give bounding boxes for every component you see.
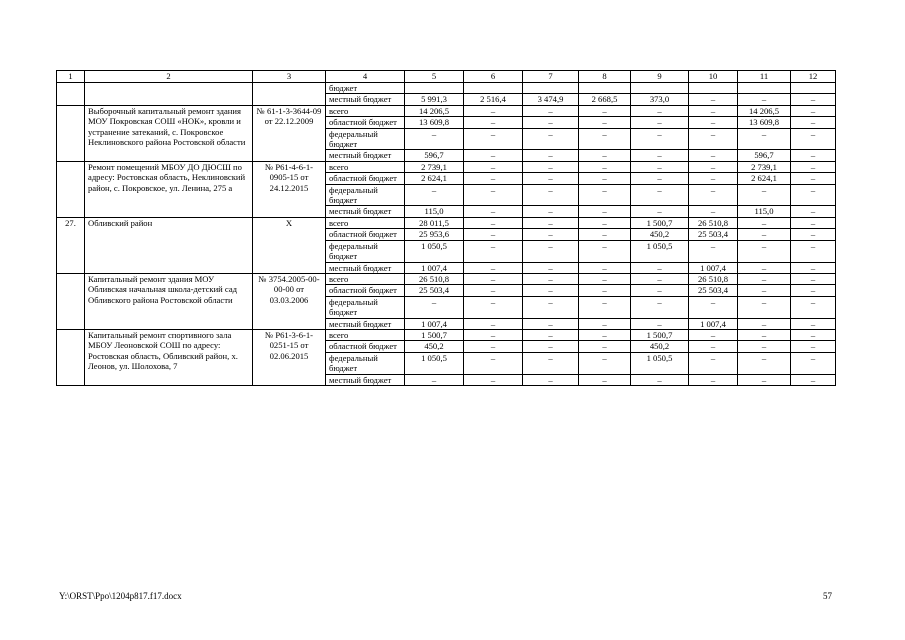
value-cell: – [631,296,689,318]
value-cell: – [579,262,631,273]
value-cell: – [631,150,689,161]
header-cell: 1 [57,71,85,83]
value-cell: – [689,94,738,105]
value-cell: – [791,105,836,116]
value-cell: 1 007,4 [405,262,464,273]
funding-source-label: федеральный бюджет [326,184,405,206]
value-cell: – [523,184,579,206]
value-cell: – [464,262,523,273]
header-row [57,71,836,83]
table-row [57,329,836,340]
value-cell: – [631,273,689,284]
value-cell: – [631,285,689,296]
value-cell: – [464,117,523,128]
table-row [57,273,836,284]
table-row [57,105,836,116]
value-cell: 14 206,5 [405,105,464,116]
value-cell: – [523,262,579,273]
value-cell: – [464,161,523,172]
value-cell: – [579,285,631,296]
object-description: Выборочный капитальный ремонт здания МОУ Покровская СОШ «НОК», кровли и устранение затеканий, с. Покровское Неклиновского района Ростовской области [85,105,253,161]
value-cell: – [523,229,579,240]
value-cell: 26 510,8 [405,273,464,284]
value-cell: – [464,341,523,352]
value-cell: – [579,318,631,329]
value-cell: – [689,206,738,217]
budget-table [56,70,836,386]
value-cell: 1 050,5 [405,352,464,374]
value-cell: – [464,217,523,228]
value-cell: 373,0 [631,94,689,105]
value-cell: 450,2 [631,341,689,352]
value-cell: – [738,273,791,284]
object-description: Ремонт помещений МБОУ ДО ДЮСШ по адресу: Ростовская область, Неклиновский район, с. Покровское, ул. Ленина, 275 а [85,161,253,217]
value-cell: – [405,296,464,318]
value-cell: – [523,128,579,150]
row-number [57,161,85,217]
value-cell: – [464,374,523,385]
funding-source-label: бюджет [326,83,405,94]
header-cell: 2 [85,71,253,83]
value-cell: – [738,318,791,329]
value-cell: – [405,184,464,206]
funding-source-label: всего [326,329,405,340]
value-cell: 25 503,4 [405,285,464,296]
funding-source-label: всего [326,105,405,116]
value-cell: 1 500,7 [405,329,464,340]
project-code [253,83,326,106]
value-cell: 2 516,4 [464,94,523,105]
value-cell: – [791,173,836,184]
value-cell: – [405,374,464,385]
project-code: № Р61-4-6-1-0905-15 от 24.12.2015 [253,161,326,217]
value-cell: – [579,352,631,374]
value-cell [689,83,738,94]
value-cell: – [523,273,579,284]
value-cell: – [405,128,464,150]
value-cell: 3 474,9 [523,94,579,105]
value-cell: – [738,285,791,296]
value-cell: – [631,173,689,184]
value-cell: – [579,173,631,184]
value-cell: – [579,240,631,262]
value-cell [464,83,523,94]
value-cell: – [738,240,791,262]
value-cell: – [791,240,836,262]
funding-source-label: местный бюджет [326,150,405,161]
value-cell: 13 609,8 [738,117,791,128]
value-cell: – [464,296,523,318]
value-cell: – [689,173,738,184]
value-cell: – [579,105,631,116]
value-cell: 14 206,5 [738,105,791,116]
funding-source-label: областной бюджет [326,173,405,184]
value-cell: – [523,341,579,352]
row-number [57,329,85,385]
header-cell: 5 [405,71,464,83]
value-cell: – [689,352,738,374]
funding-source-label: местный бюджет [326,206,405,217]
value-cell: 1 007,4 [689,318,738,329]
header-cell: 11 [738,71,791,83]
value-cell: – [579,161,631,172]
value-cell: – [791,318,836,329]
value-cell: – [738,229,791,240]
value-cell: 28 011,5 [405,217,464,228]
value-cell: – [689,128,738,150]
header-cell: 6 [464,71,523,83]
funding-source-label: местный бюджет [326,262,405,273]
value-cell: 13 609,8 [405,117,464,128]
funding-source-label: местный бюджет [326,318,405,329]
value-cell [791,83,836,94]
value-cell: 2 624,1 [738,173,791,184]
table-row [57,217,836,228]
value-cell: – [579,117,631,128]
value-cell: – [791,117,836,128]
value-cell: – [689,184,738,206]
value-cell: 1 007,4 [405,318,464,329]
value-cell: 596,7 [405,150,464,161]
object-description: Капитальный ремонт здания МОУ Обливская начальная школа-детский сад Обливского района Ростовской области [85,273,253,329]
value-cell: – [791,329,836,340]
funding-source-label: областной бюджет [326,341,405,352]
value-cell: – [523,173,579,184]
value-cell: – [631,318,689,329]
header-cell: 12 [791,71,836,83]
value-cell: – [579,273,631,284]
value-cell: – [579,217,631,228]
value-cell: 1 500,7 [631,217,689,228]
value-cell: 25 953,6 [405,229,464,240]
header-cell: 10 [689,71,738,83]
value-cell: – [464,128,523,150]
value-cell: – [579,229,631,240]
value-cell: – [738,341,791,352]
project-code: № Р61-3-6-1-0251-15 от 02.06.2015 [253,329,326,385]
value-cell: – [689,161,738,172]
value-cell: 5 991,3 [405,94,464,105]
value-cell: – [791,161,836,172]
funding-source-label: федеральный бюджет [326,240,405,262]
value-cell: – [738,352,791,374]
value-cell: – [689,150,738,161]
value-cell: – [579,206,631,217]
value-cell: – [689,240,738,262]
value-cell: – [464,285,523,296]
value-cell [738,83,791,94]
footer-file-path: Y:\ORST\Ppo\1204p817.f17.docx [59,591,182,601]
value-cell: 1 050,5 [631,352,689,374]
funding-source-label: федеральный бюджет [326,352,405,374]
header-cell: 3 [253,71,326,83]
value-cell: – [523,352,579,374]
value-cell: – [631,161,689,172]
value-cell: – [579,341,631,352]
value-cell: – [791,262,836,273]
value-cell: 2 739,1 [405,161,464,172]
value-cell: – [791,374,836,385]
value-cell: 1 050,5 [631,240,689,262]
value-cell: 596,7 [738,150,791,161]
value-cell: – [523,150,579,161]
value-cell: – [631,128,689,150]
value-cell: – [631,105,689,116]
project-code: № 3754.2005-00-00-00 от 03.03.2006 [253,273,326,329]
value-cell: – [791,184,836,206]
value-cell: 25 503,4 [689,285,738,296]
value-cell: – [579,374,631,385]
value-cell [631,83,689,94]
funding-source-label: местный бюджет [326,374,405,385]
value-cell: – [464,184,523,206]
value-cell: – [738,329,791,340]
funding-source-label: всего [326,273,405,284]
value-cell: – [523,296,579,318]
header-cell: 8 [579,71,631,83]
value-cell: 1 007,4 [689,262,738,273]
value-cell: – [791,285,836,296]
funding-source-label: местный бюджет [326,94,405,105]
value-cell: – [631,262,689,273]
funding-source-label: областной бюджет [326,117,405,128]
value-cell: – [464,240,523,262]
value-cell: 2 739,1 [738,161,791,172]
value-cell: – [791,217,836,228]
value-cell: – [464,329,523,340]
project-code: № 61-1-3-3644-09 от 22.12.2009 [253,105,326,161]
funding-source-label: всего [326,161,405,172]
value-cell: – [464,206,523,217]
value-cell: – [579,329,631,340]
value-cell: – [791,229,836,240]
value-cell: 1 500,7 [631,329,689,340]
value-cell: – [523,217,579,228]
header-cell: 9 [631,71,689,83]
project-code: Х [253,217,326,273]
value-cell: – [689,296,738,318]
value-cell [405,83,464,94]
value-cell: – [579,128,631,150]
value-cell: – [738,374,791,385]
value-cell: 450,2 [405,341,464,352]
value-cell: – [689,341,738,352]
value-cell: – [631,206,689,217]
value-cell: 1 050,5 [405,240,464,262]
value-cell: – [523,318,579,329]
value-cell: – [791,352,836,374]
value-cell: – [464,229,523,240]
funding-source-label: всего [326,217,405,228]
row-number: 27. [57,217,85,273]
value-cell: 25 503,4 [689,229,738,240]
value-cell: – [791,206,836,217]
value-cell: – [738,262,791,273]
funding-source-label: областной бюджет [326,285,405,296]
value-cell: – [464,173,523,184]
header-cell: 7 [523,71,579,83]
funding-source-label: федеральный бюджет [326,296,405,318]
value-cell: – [631,374,689,385]
value-cell: – [523,240,579,262]
value-cell: – [689,374,738,385]
value-cell: – [523,329,579,340]
row-number [57,105,85,161]
row-number [57,273,85,329]
funding-source-label: федеральный бюджет [326,128,405,150]
value-cell: – [791,273,836,284]
value-cell: – [689,105,738,116]
value-cell: – [579,184,631,206]
object-description: Капитальный ремонт спортивного зала МБОУ Леоновской СОШ по адресу: Ростовская область, Обливский район, х. Леонов, ул. Шолохова, 7 [85,329,253,385]
value-cell: 115,0 [738,206,791,217]
value-cell: – [738,94,791,105]
value-cell: – [791,94,836,105]
value-cell: – [738,184,791,206]
value-cell: – [464,105,523,116]
value-cell: – [523,161,579,172]
value-cell: – [791,296,836,318]
value-cell: – [631,117,689,128]
value-cell: – [523,117,579,128]
page-number: 57 [823,591,832,601]
table-row [57,161,836,172]
value-cell: 2 668,5 [579,94,631,105]
value-cell: 450,2 [631,229,689,240]
object-description: Обливский район [85,217,253,273]
value-cell: – [631,184,689,206]
value-cell [523,83,579,94]
row-number [57,83,85,106]
header-cell: 4 [326,71,405,83]
value-cell: – [523,105,579,116]
value-cell: – [738,128,791,150]
value-cell: – [579,296,631,318]
value-cell: – [523,374,579,385]
value-cell: 26 510,8 [689,217,738,228]
value-cell: – [464,352,523,374]
value-cell [579,83,631,94]
value-cell: – [464,150,523,161]
table-row [57,83,836,94]
value-cell: – [579,150,631,161]
funding-source-label: областной бюджет [326,229,405,240]
value-cell: – [738,296,791,318]
value-cell: – [791,150,836,161]
value-cell: – [791,128,836,150]
value-cell: – [689,117,738,128]
value-cell: 2 624,1 [405,173,464,184]
value-cell: – [791,341,836,352]
object-description [85,83,253,106]
value-cell: – [464,273,523,284]
value-cell: – [523,206,579,217]
value-cell: 26 510,8 [689,273,738,284]
value-cell: 115,0 [405,206,464,217]
value-cell: – [464,318,523,329]
value-cell: – [523,285,579,296]
value-cell: – [689,329,738,340]
value-cell: – [738,217,791,228]
